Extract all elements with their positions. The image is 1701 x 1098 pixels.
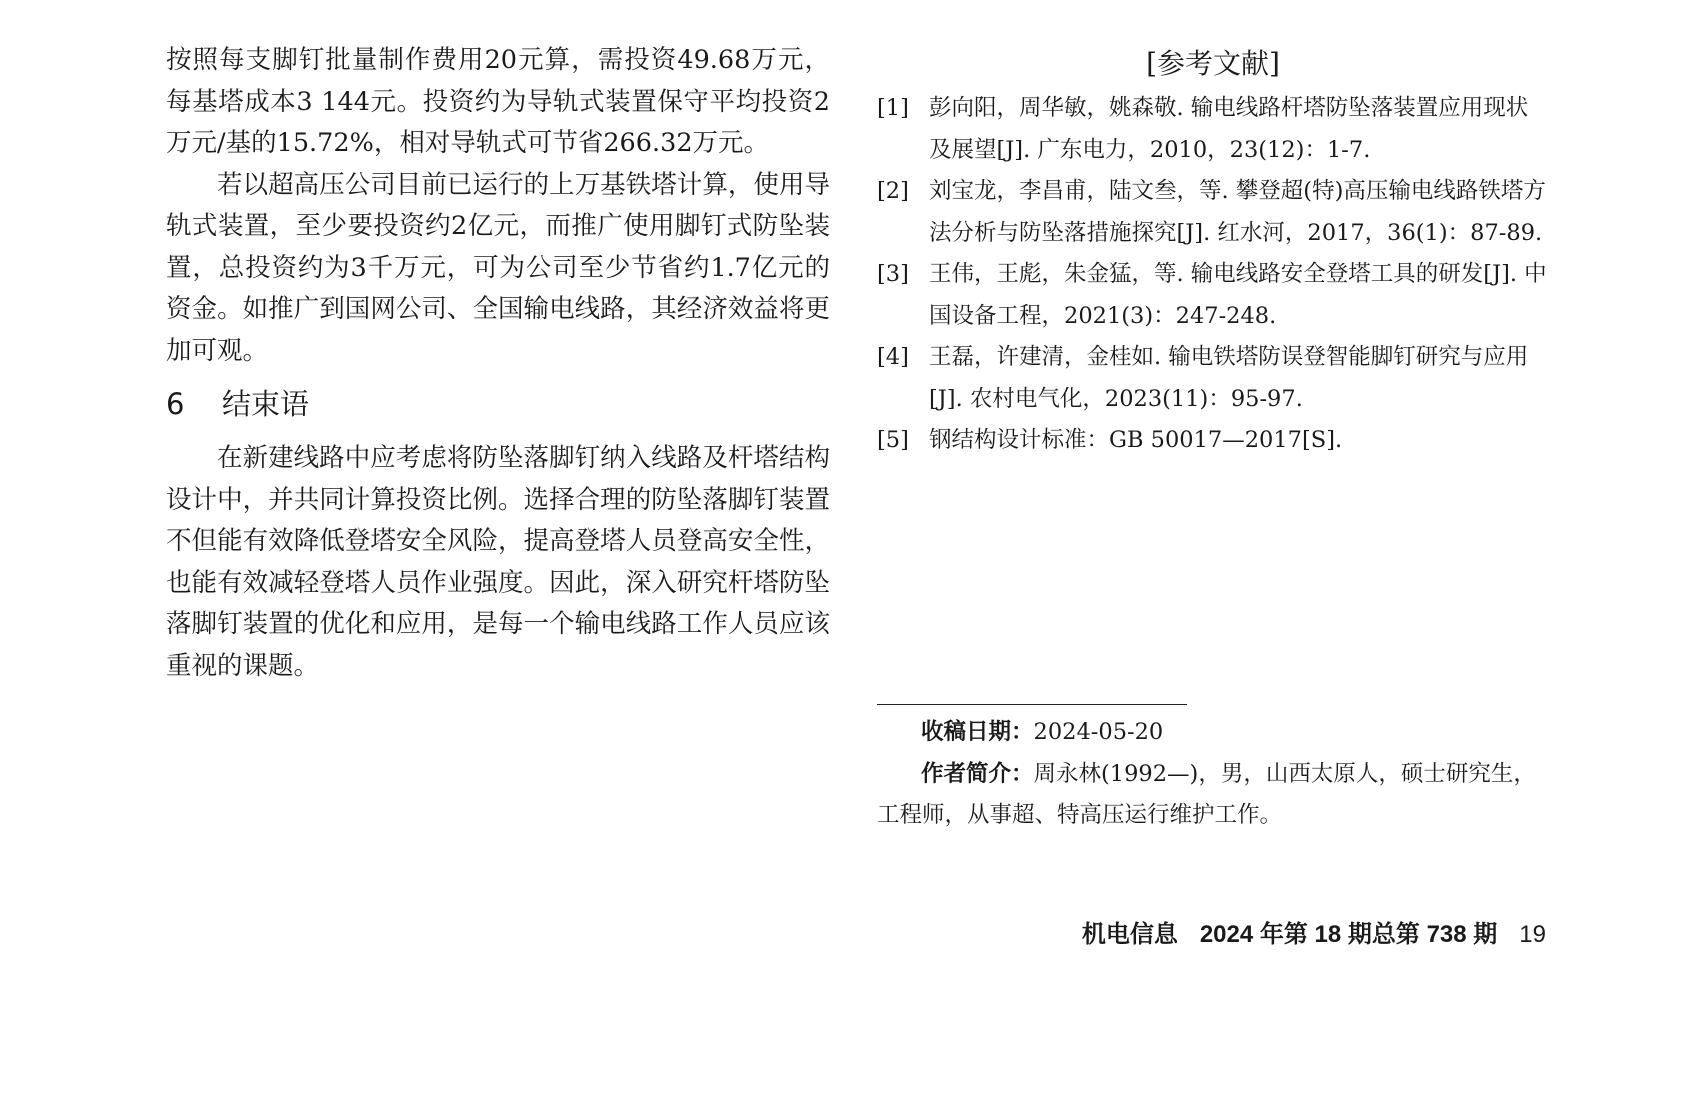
- received-label: 收稿日期：: [921, 719, 1034, 745]
- issue-info: 2024 年第 18 期总第 738 期: [1199, 921, 1498, 948]
- page-footer: [1082, 918, 1546, 952]
- reference-text: 刘宝龙，李昌甫，陆文叁，等. 攀登超(特)高压输电线路铁塔方法分析与防坠落措施探究[J]. 红水河，2017，36(1)：87-89.: [929, 178, 1546, 246]
- references-title: [参考文献]: [1146, 47, 1280, 80]
- reference-item: [877, 420, 1549, 462]
- body-paragraph: 按照每支脚钉批量制作费用20元算，需投资49.68万元，每基塔成本3 144元。投资约为导轨式装置保守平均投资2万元/基的15.72%，相对导轨式可节省266.32万元。: [166, 45, 830, 158]
- author-bio-line: [877, 754, 1549, 837]
- footnote-divider: [877, 704, 1187, 705]
- received-date: 2024-05-20: [1033, 719, 1164, 745]
- reference-text: 王伟，王彪，朱金猛，等. 输电线路安全登塔工具的研发[J]. 中国设备工程，2021(3)：247-248.: [929, 261, 1547, 329]
- reference-number: [4]: [877, 344, 909, 370]
- reference-item: [877, 337, 1549, 420]
- reference-list: [877, 88, 1549, 462]
- reference-item: [877, 254, 1549, 337]
- section-title: 结束语: [222, 387, 310, 421]
- reference-number: [2]: [877, 178, 909, 204]
- reference-text: 钢结构设计标准：GB 50017—2017[S].: [929, 427, 1343, 453]
- reference-number: [5]: [877, 427, 909, 453]
- author-label: 作者简介：: [921, 760, 1034, 787]
- reference-number: [3]: [877, 261, 909, 287]
- reference-item: [877, 88, 1549, 171]
- author-bio: 周永林(1992—)，男，山西太原人，硕士研究生，工程师，从事超、特高压运行维护工作。: [877, 760, 1536, 828]
- journal-name: 机电信息: [1081, 921, 1178, 948]
- right-column: [877, 40, 1549, 462]
- footnote: [877, 712, 1549, 837]
- section-number: 6: [166, 387, 185, 421]
- conclusion-paragraph: 在新建线路中应考虑将防坠落脚钉纳入线路及杆塔结构设计中，并共同计算投资比例。选择合理的防坠落脚钉装置不但能有效降低登塔安全风险，提高登塔人员登高安全性，也能有效减轻登塔人员作业强度。因此，深入研究杆塔防坠落脚钉装置的优化和应用，是每一个输电线路工作人员应该重视的课题。: [166, 443, 830, 681]
- left-column: [166, 40, 830, 687]
- reference-item: [877, 171, 1549, 254]
- reference-text: 王磊，许建清，金桂如. 输电铁塔防误登智能脚钉研究与应用[J]. 农村电气化，2023(11)：95-97.: [929, 344, 1529, 412]
- section-heading: [166, 384, 830, 424]
- page-number: 19: [1519, 921, 1546, 948]
- reference-text: 彭向阳，周华敏，姚森敬. 输电线路杆塔防坠落装置应用现状及展望[J]. 广东电力，2010，23(12)：1-7.: [929, 95, 1529, 163]
- reference-number: [1]: [877, 95, 909, 121]
- received-date-line: [877, 712, 1549, 754]
- body-paragraph: 若以超高压公司目前已运行的上万基铁塔计算，使用导轨式装置，至少要投资约2亿元，而推广使用脚钉式防坠装置，总投资约为3千万元，可为公司至少节省约1.7亿元的资金。如推广到国网公司、全国输电线路，其经济效益将更加可观。: [166, 169, 830, 366]
